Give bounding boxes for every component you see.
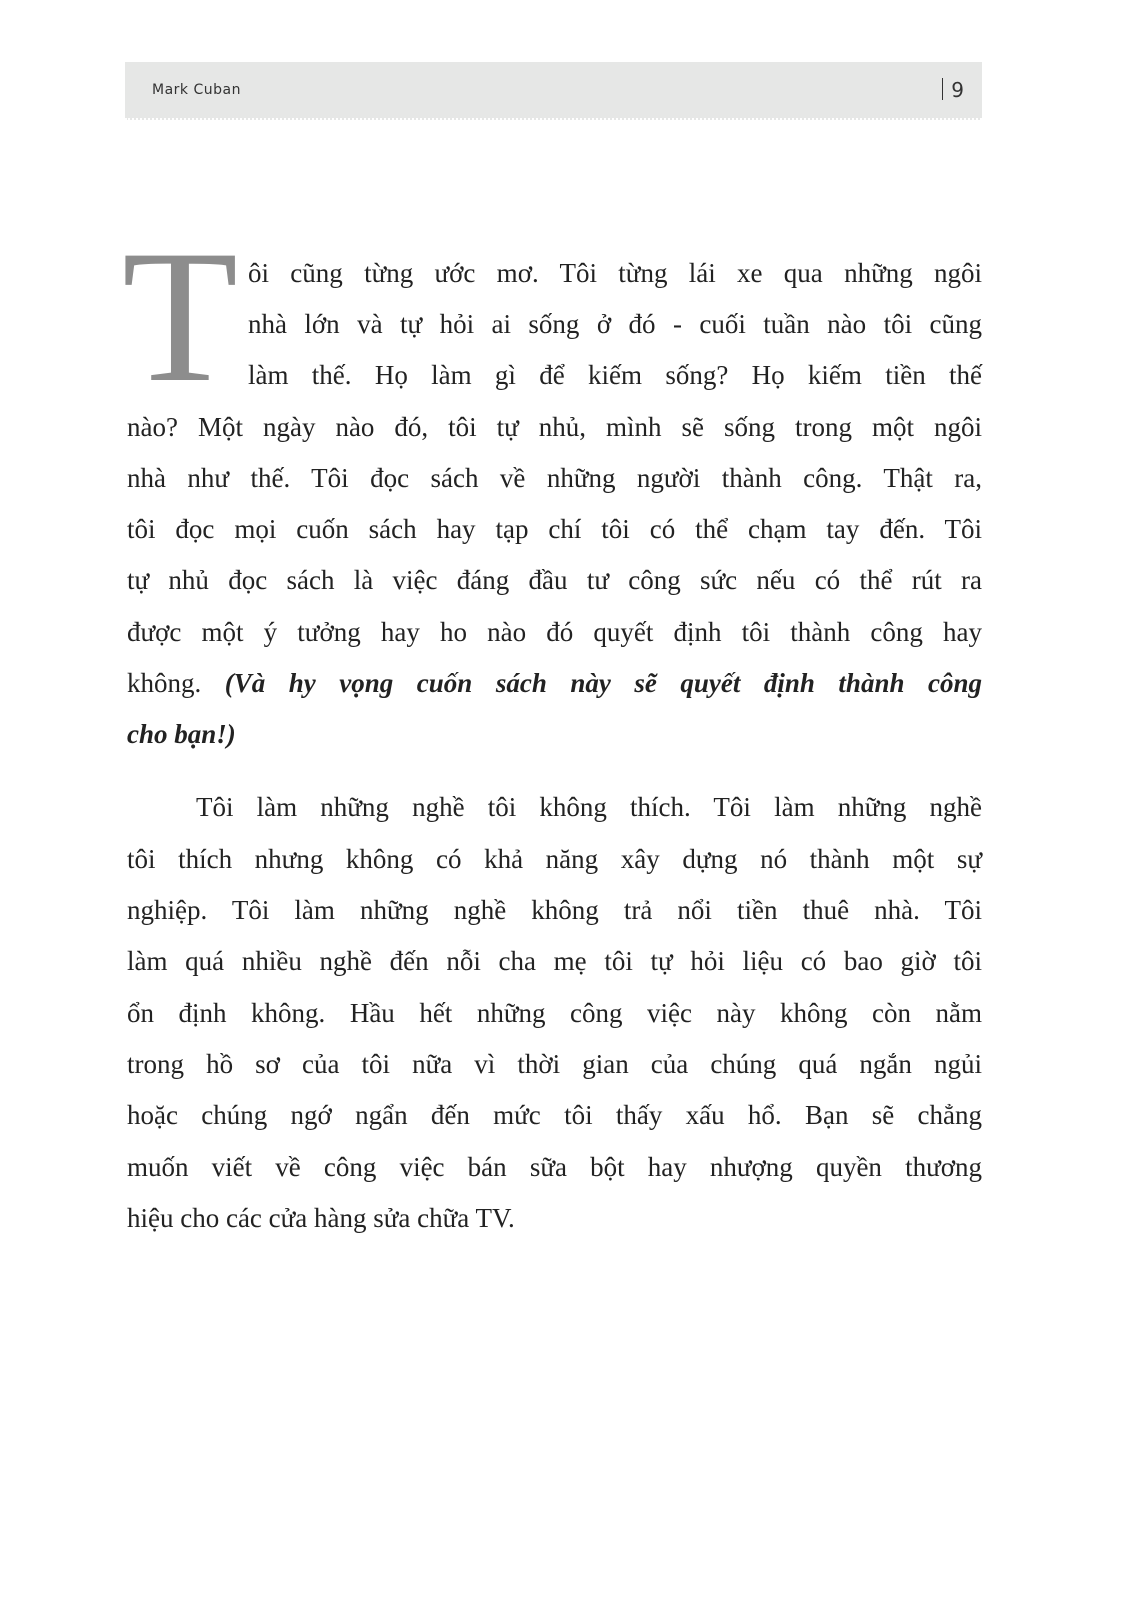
header-author: Mark Cuban — [152, 82, 241, 98]
text-line: nhà lớn và tự hỏi ai sống ở đó - cuối tuần nào tôi cũng — [248, 309, 982, 339]
running-header — [125, 62, 982, 120]
text-line: nào? Một ngày nào đó, tôi tự nhủ, mình sẽ sống trong một ngôi — [127, 412, 982, 442]
text-line: làm quá nhiều nghề đến nỗi cha mẹ tôi tự hỏi liệu có bao giờ tôi — [127, 946, 982, 976]
page-number — [942, 78, 964, 102]
text-normal: không. — [127, 668, 202, 698]
text-line: ổn định không. Hầu hết những công việc này không còn nằm — [127, 998, 982, 1028]
text-line: hiệu cho các cửa hàng sửa chữa TV. — [127, 1203, 515, 1233]
text-line: được một ý tưởng hay ho nào đó quyết định tôi thành công hay — [127, 617, 982, 647]
text-line: trong hồ sơ của tôi nữa vì thời gian của chúng quá ngắn ngủi — [127, 1049, 982, 1079]
text-line: Tôi làm những nghề tôi không thích. Tôi làm những nghề — [196, 792, 982, 822]
text-emphasis-line: cho bạn!) — [127, 719, 236, 749]
divider — [942, 78, 943, 100]
text-line: ôi cũng từng ước mơ. Tôi từng lái xe qua những ngôi — [248, 258, 982, 288]
text-line: nhà như thế. Tôi đọc sách về những người thành công. Thật ra, — [127, 463, 982, 493]
text-emphasis: (Và hy vọng cuốn sách này sẽ quyết định thành công — [224, 668, 982, 698]
page-number-value: 9 — [951, 78, 964, 102]
drop-cap: T — [122, 212, 239, 422]
text-line: làm thế. Họ làm gì để kiếm sống? Họ kiếm tiền thế — [248, 360, 982, 390]
text-line: tôi đọc mọi cuốn sách hay tạp chí tôi có thể chạm tay đến. Tôi — [127, 514, 982, 544]
text-line: tự nhủ đọc sách là việc đáng đầu tư công sức nếu có thể rút ra — [127, 565, 982, 595]
text-line: tôi thích nhưng không có khả năng xây dựng nó thành một sự — [127, 844, 982, 874]
text-line — [127, 666, 982, 700]
text-line: muốn viết về công việc bán sữa bột hay nhượng quyền thương — [127, 1152, 982, 1182]
text-line: nghiệp. Tôi làm những nghề không trả nổi tiền thuê nhà. Tôi — [127, 895, 982, 925]
text-line: hoặc chúng ngớ ngẩn đến mức tôi thấy xấu hổ. Bạn sẽ chẳng — [127, 1100, 982, 1130]
